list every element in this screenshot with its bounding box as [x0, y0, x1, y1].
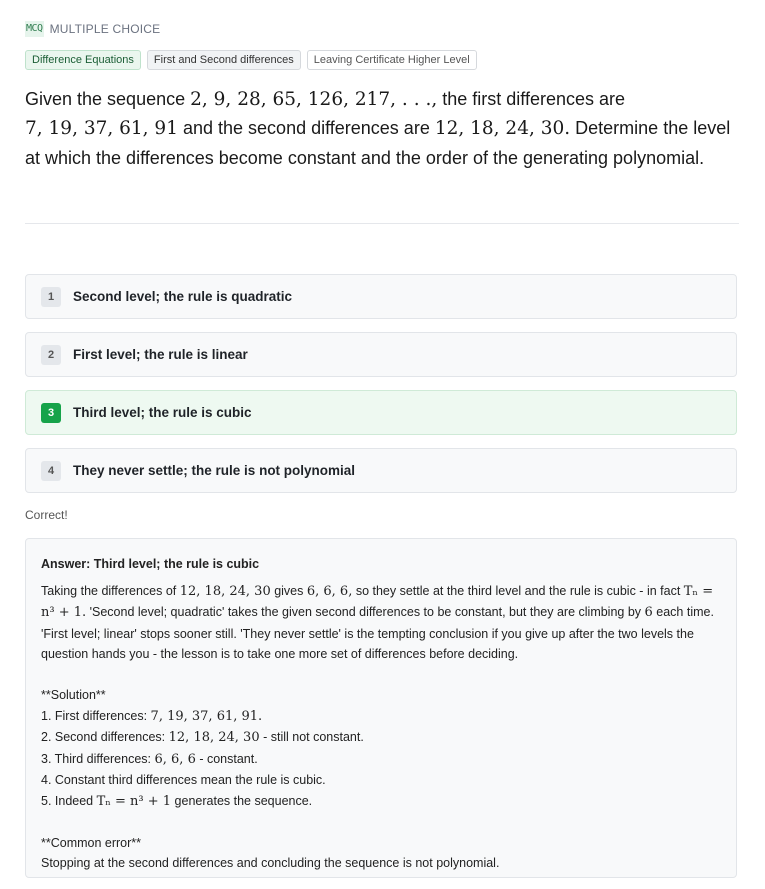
solution-step-3: [41, 749, 721, 771]
explanation-text: 'Second level; quadratic' takes the given second differences to be constant, but they are climbing by: [86, 605, 645, 619]
answer-title: Answer: Third level; the rule is cubic: [41, 557, 260, 571]
mcq-icon: MCQ: [25, 21, 44, 37]
explanation-math: Tₙ =: [683, 583, 714, 599]
question-type-label: MULTIPLE CHOICE: [49, 22, 161, 36]
solution-step-1: [41, 706, 721, 728]
question-math: 7, 19, 37, 61, 91: [25, 118, 178, 140]
option-label: Second level; the rule is quadratic: [73, 289, 293, 304]
question-text: [25, 85, 740, 173]
option-number: 2: [41, 345, 61, 365]
step-math: 6, 6, 6: [154, 751, 196, 767]
solution-title: **Solution**: [41, 688, 106, 702]
option-number: 1: [41, 287, 61, 307]
step-text: 3. Third differences:: [41, 751, 155, 766]
explanation-text: each time.: [652, 605, 714, 619]
option-3-correct[interactable]: [25, 390, 737, 435]
solution-step-2: [41, 727, 721, 749]
topic-tags: [25, 50, 477, 70]
common-error-title: **Common error**: [41, 835, 142, 850]
divider: [25, 223, 739, 224]
explanation-body: [41, 581, 721, 665]
step-text: 5. Indeed: [41, 793, 97, 808]
option-number: 4: [41, 461, 61, 481]
explanation-math: n³ + 1.: [41, 605, 87, 620]
question-part: Determine the level at which the differences become constant and the order of the generating polynomial.: [25, 118, 731, 168]
step-text: 1. First differences:: [41, 708, 151, 723]
tag-difference-equations[interactable]: Difference Equations: [25, 50, 141, 70]
explanation-text: so they settle at the third level and the rule is cubic - in fact: [352, 583, 684, 598]
option-4[interactable]: [25, 448, 737, 493]
option-number: 3: [41, 403, 61, 423]
option-label: First level; the rule is linear: [73, 347, 248, 362]
question-header: [25, 21, 160, 37]
question-part: Given the sequence: [25, 89, 191, 109]
option-label: Third level; the rule is cubic: [73, 405, 252, 420]
step-math: Tₙ = n³ + 1: [96, 793, 172, 809]
question-part: and the second differences are: [177, 118, 435, 139]
feedback-text: Correct!: [25, 508, 68, 522]
step-math: 7, 19, 37, 61, 91.: [150, 708, 263, 724]
explanation-text: question hands you - the lesson is to take one more set of differences before deciding.: [41, 647, 519, 661]
step-text: - constant.: [195, 751, 258, 766]
step-text: - still not constant.: [259, 730, 364, 744]
explanation-panel: [25, 538, 737, 878]
question-math: 12, 18, 24, 30.: [434, 118, 571, 140]
explanation-math: 12, 18, 24, 30: [179, 583, 271, 599]
explanation-math: 6: [644, 605, 653, 620]
tag-leaving-cert-higher[interactable]: Leaving Certificate Higher Level: [307, 50, 477, 70]
explanation-text: gives: [270, 583, 307, 598]
step-text: generates the sequence.: [171, 793, 313, 808]
question-math: 2, 9, 28, 65, 126, 217, . . .,: [190, 89, 438, 110]
option-1[interactable]: [25, 274, 737, 319]
option-label: They never settle; the rule is not polynomial: [73, 463, 356, 478]
explanation-text: 'First level; linear' stops sooner still. 'They never settle' is the tempting conclusion if you give up after the two levels the: [41, 626, 694, 641]
solution-step-5: [41, 791, 721, 813]
explanation-text: Taking the differences of: [41, 583, 180, 598]
common-error-text: Stopping at the second differences and concluding the sequence is not polynomial.: [41, 856, 500, 870]
step-text: 2. Second differences:: [41, 730, 169, 744]
question-part: the first differences are: [437, 89, 625, 109]
step-math: 12, 18, 24, 30: [168, 730, 260, 745]
option-2[interactable]: [25, 332, 737, 377]
explanation-math: 6, 6, 6,: [306, 583, 353, 599]
solution-step-4: 4. Constant third differences mean the rule is cubic.: [41, 773, 326, 787]
tag-first-second-differences[interactable]: First and Second differences: [147, 50, 301, 70]
